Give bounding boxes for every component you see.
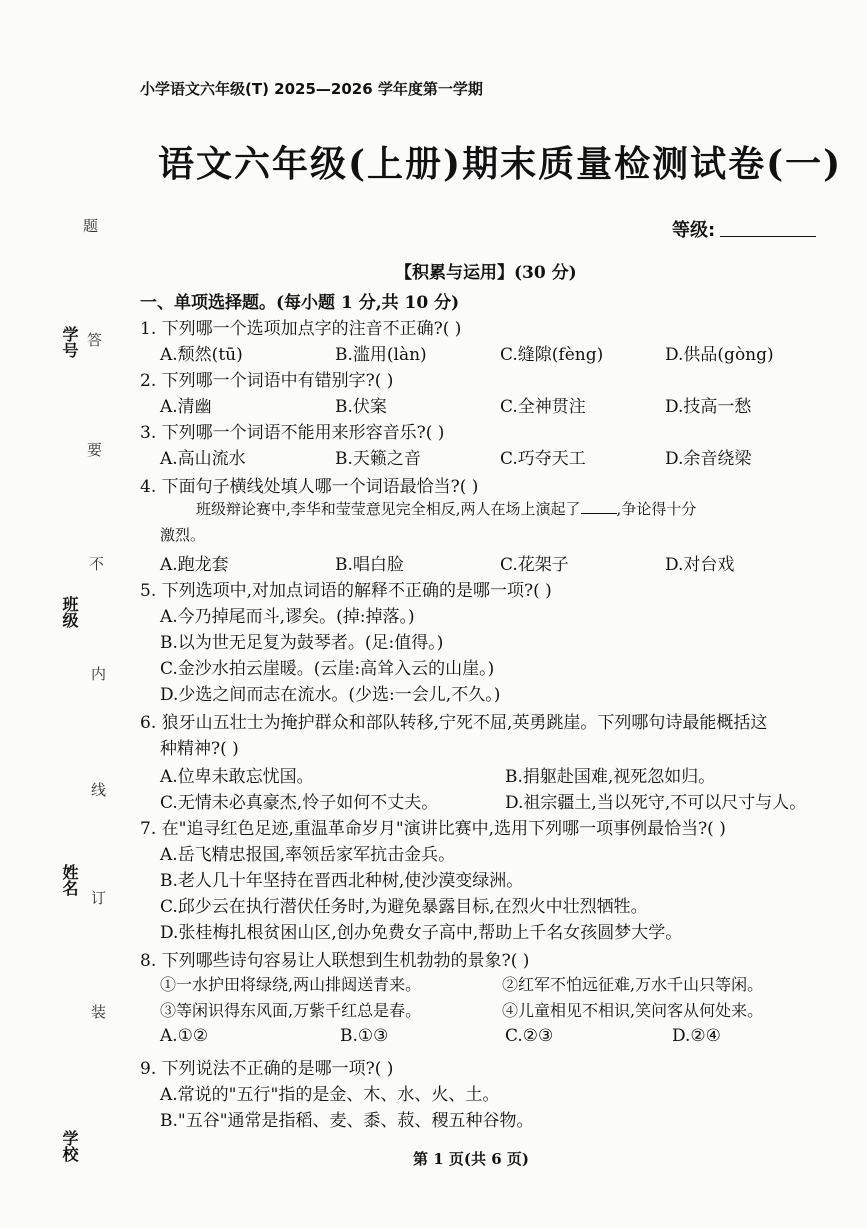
question-6-option-b: B.捐躯赴国难,视死忽如归。 — [505, 767, 716, 787]
question-2-option-c: C.全神贯注 — [500, 397, 586, 417]
question-8-line-3: ③等闲识得东风面,万紫千红总是春。 — [160, 1001, 422, 1020]
question-1-option-b: B.滥用(làn) — [335, 345, 427, 365]
question-5-stem: 5. 下列选项中,对加点词语的解释不正确的是哪一项?( ) — [140, 581, 552, 601]
fill-blank[interactable] — [581, 499, 617, 514]
question-4-passage-end: ,争论得十分 — [616, 500, 697, 518]
seal-char: 线 — [89, 782, 107, 797]
question-4-option-d: D.对台戏 — [665, 555, 735, 575]
question-8-option-c: C.②③ — [505, 1026, 554, 1046]
question-4-passage-line2: 激烈。 — [160, 526, 206, 544]
question-8-line-2: ②红军不怕远征难,万水千山只等闲。 — [502, 975, 764, 994]
question-1-option-a: A.颓然(tū) — [160, 345, 243, 365]
question-2-stem: 2. 下列哪一个词语中有错别字?( ) — [140, 371, 394, 391]
question-8-line-4: ④儿童相见不相识,笑问客从何处来。 — [502, 1001, 764, 1020]
question-9-option-b: B."五谷"通常是指稻、麦、黍、菽、稷五种谷物。 — [160, 1111, 534, 1131]
question-4-option-b: B.唱白脸 — [335, 555, 404, 575]
school-label: 学校 — [60, 1130, 79, 1162]
question-5-option-d: D.少选之间而志在流水。(少选:一会儿,不久。) — [160, 685, 501, 705]
question-4-option-c: C.花架子 — [500, 555, 569, 575]
question-8-line-1: ①一水护田将绿绕,两山排闼送青来。 — [160, 975, 422, 994]
question-3-option-b: B.天籁之音 — [335, 449, 421, 469]
question-9-stem: 9. 下列说法不正确的是哪一项?( ) — [140, 1059, 394, 1079]
question-6-option-d: D.祖宗疆土,当以死守,不可以尺寸与人。 — [505, 793, 807, 813]
question-4-passage — [196, 498, 696, 519]
question-4-option-a: A.跑龙套 — [160, 555, 229, 575]
question-8-stem: 8. 下列哪些诗句容易让人联想到生机勃勃的景象?( ) — [140, 951, 530, 971]
seal-char: 不 — [87, 556, 105, 571]
seal-char: 答 — [85, 332, 103, 347]
name-label: 姓名 — [60, 864, 79, 896]
seal-char: 内 — [89, 666, 107, 681]
grade-label: 等级: — [672, 220, 716, 241]
question-4-passage-text: 班级辩论赛中,李华和莹莹意见完全相反,两人在场上演起了 — [196, 500, 581, 518]
section-title: 【积累与运用】(30 分) — [395, 263, 577, 283]
part-title: 一、单项选择题。(每小题 1 分,共 10 分) — [140, 293, 460, 313]
question-1-option-d: D.供品(gòng) — [665, 345, 774, 365]
question-5-option-a: A.今乃掉尾而斗,谬矣。(掉:掉落。) — [160, 607, 415, 627]
question-7-option-b: B.老人几十年坚持在晋西北种树,使沙漠变绿洲。 — [160, 871, 524, 891]
question-7-option-a: A.岳飞精忠报国,率领岳家军抗击金兵。 — [160, 845, 456, 865]
grade-blank-line — [720, 236, 816, 237]
question-2-option-d: D.技高一愁 — [665, 397, 752, 417]
page-number: 第 1 页(共 6 页) — [413, 1150, 529, 1168]
question-3-option-d: D.余音绕梁 — [665, 449, 752, 469]
question-2-option-a: A.清幽 — [160, 397, 212, 417]
question-2-option-b: B.伏案 — [335, 397, 387, 417]
question-1-option-c: C.缝隙(fèng) — [500, 345, 604, 365]
student-number-label: 学号 — [60, 326, 79, 358]
question-4-stem: 4. 下面句子横线处填人哪一个词语最恰当?( ) — [140, 477, 479, 497]
question-6-option-c: C.无情未必真豪杰,怜子如何不丈夫。 — [160, 793, 439, 813]
question-3-option-a: A.高山流水 — [160, 449, 246, 469]
question-7-stem: 7. 在"追寻红色足迹,重温革命岁月"演讲比赛中,选用下列哪一项事例最恰当?( ) — [140, 819, 726, 839]
question-6-stem: 6. 狼牙山五壮士为掩护群众和部队转移,宁死不屈,英勇跳崖。下列哪句诗最能概括这 — [140, 713, 768, 733]
question-5-option-c: C.金沙水拍云崖暖。(云崖:高耸入云的山崖。) — [160, 659, 495, 679]
question-7-option-d: D.张桂梅扎根贫困山区,创办免费女子高中,帮助上千名女孩圆梦大学。 — [160, 923, 683, 943]
course-line: 小学语文六年级(T) 2025—2026 学年度第一学期 — [140, 80, 483, 98]
seal-char: 订 — [89, 890, 107, 905]
question-1-stem: 1. 下列哪一个选项加点字的注音不正确?( ) — [140, 319, 462, 339]
question-7-option-c: C.邱少云在执行潜伏任务时,为避免暴露目标,在烈火中壮烈牺牲。 — [160, 897, 648, 917]
page-title: 语文六年级(上册)期末质量检测试卷(一) — [158, 143, 843, 185]
seal-char: 题 — [81, 218, 99, 233]
seal-char: 装 — [89, 1004, 107, 1019]
question-6-option-a: A.位卑未敢忘忧国。 — [160, 767, 314, 787]
question-8-option-a: A.①② — [160, 1026, 209, 1046]
question-9-option-a: A.常说的"五行"指的是金、木、水、火、土。 — [160, 1085, 500, 1105]
question-3-stem: 3. 下列哪一个词语不能用来形容音乐?( ) — [140, 423, 445, 443]
seal-char: 要 — [85, 442, 103, 457]
question-6-stem-line2: 种精神?( ) — [160, 739, 239, 759]
question-8-option-b: B.①③ — [340, 1026, 389, 1046]
question-3-option-c: C.巧夺天工 — [500, 449, 586, 469]
question-8-option-d: D.②④ — [672, 1026, 721, 1046]
class-label: 班级 — [60, 596, 79, 628]
question-5-option-b: B.以为世无足复为鼓琴者。(足:值得。) — [160, 633, 444, 653]
